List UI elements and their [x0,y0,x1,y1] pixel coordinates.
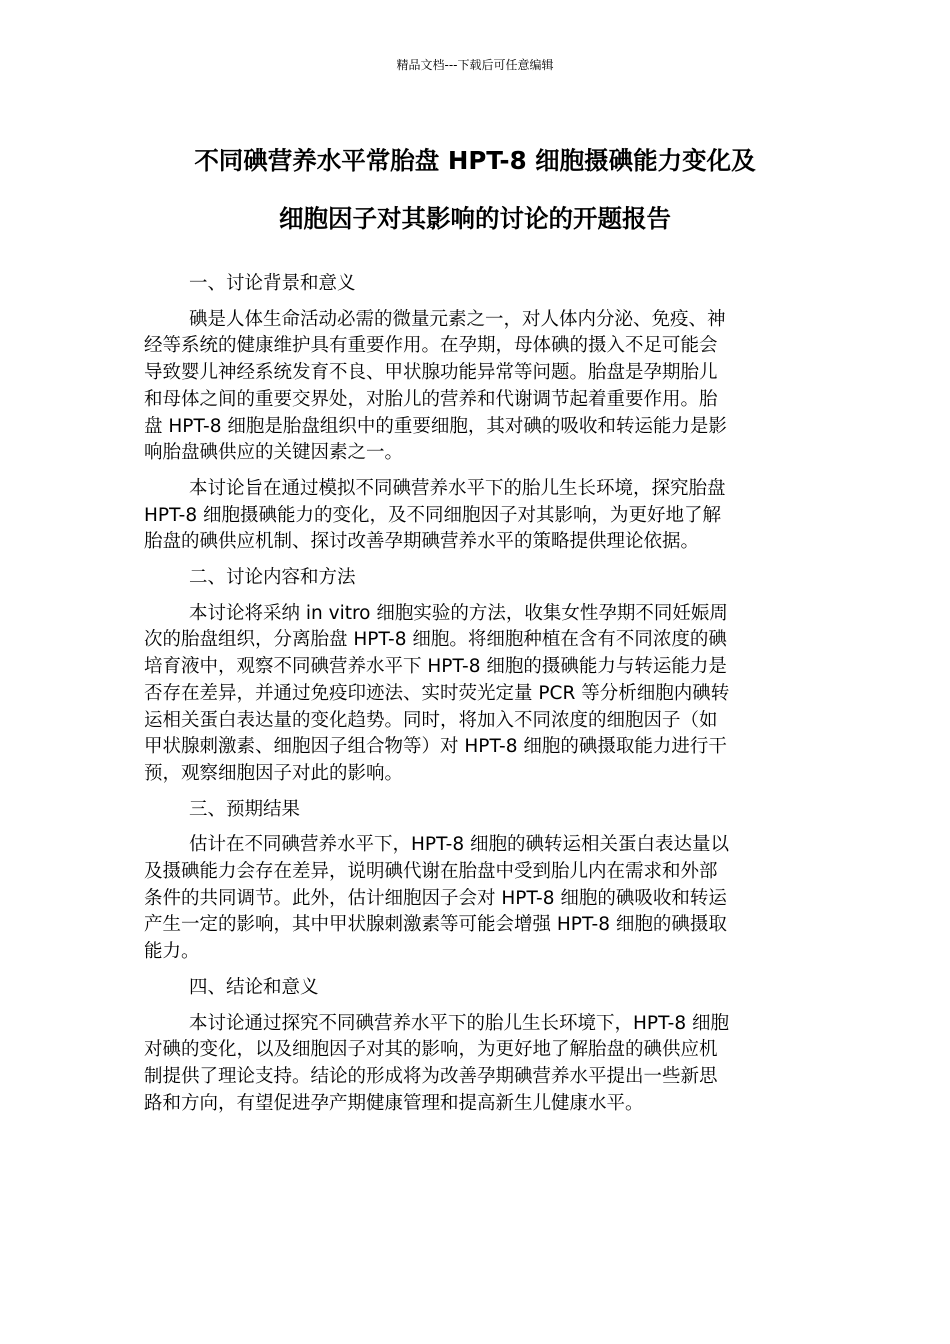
document-title [135,132,815,248]
section-heading: 二、讨论内容和方法 [189,567,356,589]
document-body [144,271,796,1126]
text-line: 运相关蛋白表达量的变化趋势。同时，将加入不同浓度的细胞因子（如 [144,709,718,731]
page-header: 精品文档---下载后可任意编辑 [396,58,554,72]
paragraph [144,307,796,467]
section-heading: 一、讨论背景和意义 [189,273,356,294]
text-line: 及摄碘能力会存在差异，说明碘代谢在胎盘中受到胎儿内在需求和外部 [144,861,718,883]
paragraph [144,832,796,966]
text-line: 培育液中，观察不同碘营养水平下 HPT-8 细胞的摄碘能力与转运能力是 [144,656,727,678]
text-line: 路和方向，有望促进孕产期健康管理和提高新生儿健康水平。 [144,1092,644,1114]
text-line: 导致婴儿神经系统发育不良、甲状腺功能异常等问题。胎盘是孕期胎儿 [144,362,718,384]
text-line: 对碘的变化，以及细胞因子对其的影响，为更好地了解胎盘的碘供应机 [144,1039,718,1061]
text-line: 本讨论将采纳 in vitro 细胞实验的方法，收集女性孕期不同妊娠周 [189,602,728,624]
text-line: 条件的共同调节。此外，估计细胞因子会对 HPT-8 细胞的碘吸收和转运 [144,887,727,909]
text-line: 经等系统的健康维护具有重要作用。在孕期，母体碘的摄入不足可能会 [144,335,718,357]
text-line: 本讨论旨在通过模拟不同碘营养水平下的胎儿生长环境，探究胎盘 [189,477,726,499]
text-line: 响胎盘碘供应的关键因素之一。 [144,442,404,464]
section-heading: 三、预期结果 [189,798,301,820]
paragraph [144,1011,796,1118]
text-line: 和母体之间的重要交界处，对胎儿的营养和代谢调节起着重要作用。胎 [144,388,718,410]
text-line: 估计在不同碘营养水平下，HPT-8 细胞的碘转运相关蛋白表达量以 [189,834,729,856]
text-line: 制提供了理论支持。结论的形成将为改善孕期碘营养水平提出一些新思 [144,1065,718,1087]
title-line: 细胞因子对其影响的讨论的开题报告 [279,204,671,233]
text-line: 预，观察细胞因子对此的影响。 [144,762,404,784]
title-line: 不同碘营养水平常胎盘 HPT-8 细胞摄碘能力变化及 [194,146,756,175]
text-line: 甲状腺刺激素、细胞因子组合物等）对 HPT-8 细胞的碘摄取能力进行干 [144,736,727,758]
text-line: 本讨论通过探究不同碘营养水平下的胎儿生长环境下，HPT-8 细胞 [189,1012,729,1034]
text-line: 盘 HPT-8 细胞是胎盘组织中的重要细胞，其对碘的吸收和转运能力是影 [144,415,727,437]
paragraph [144,476,796,556]
text-line: 碘是人体生命活动必需的微量元素之一，对人体内分泌、免疫、神 [189,308,726,330]
text-line: 能力。 [144,941,200,963]
text-line: 否存在差异，并通过免疫印迹法、实时荧光定量 PCR 等分析细胞内碘转 [144,682,730,704]
text-line: 产生一定的影响，其中甲状腺刺激素等可能会增强 HPT-8 细胞的碘摄取 [144,914,727,936]
text-line: HPT-8 细胞摄碘能力的变化，及不同细胞因子对其影响，为更好地了解 [144,504,721,526]
text-line: 胎盘的碘供应机制、探讨改善孕期碘营养水平的策略提供理论依据。 [144,531,700,553]
section-heading: 四、结论和意义 [189,976,319,998]
paragraph [144,601,796,788]
text-line: 次的胎盘组织，分离胎盘 HPT-8 细胞。将细胞种植在含有不同浓度的碘 [144,629,727,651]
